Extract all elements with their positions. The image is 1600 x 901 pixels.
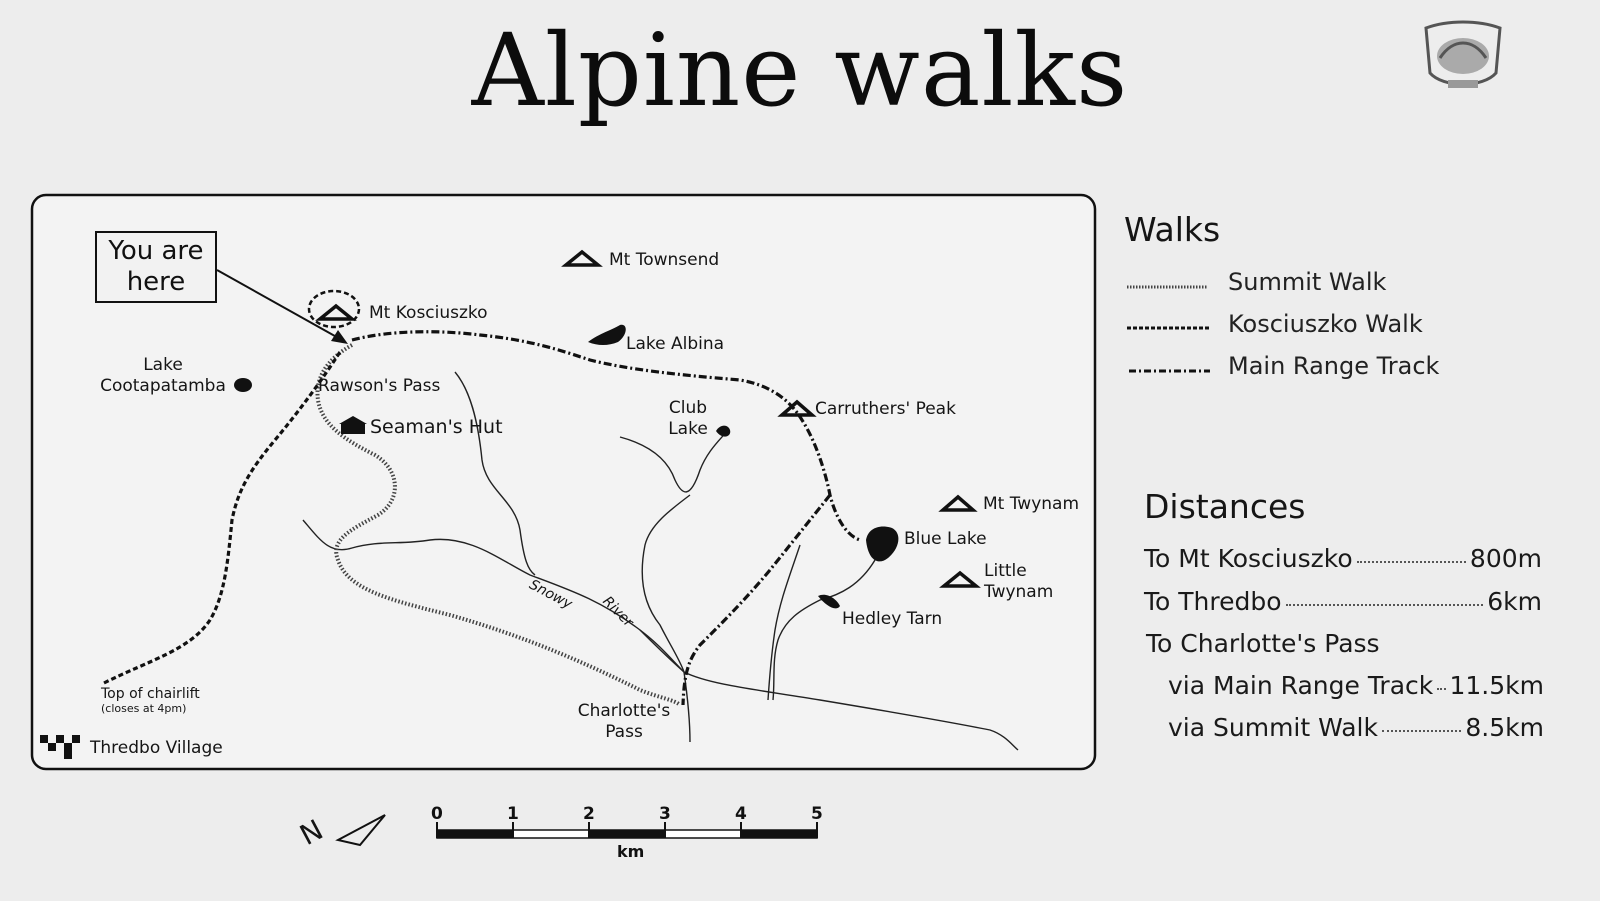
north-arrow-icon bbox=[338, 815, 385, 845]
scale-tick-3: 3 bbox=[659, 804, 671, 824]
lake-cootapatamba-shape bbox=[234, 378, 252, 392]
legend-heading: Walks bbox=[1124, 210, 1221, 249]
legend-item-kosciuszko-walk: Kosciuszko Walk bbox=[1228, 310, 1423, 338]
distance-label: To Mt Kosciuszko bbox=[1144, 544, 1353, 573]
label-little-twynam: Little Twynam bbox=[984, 561, 1054, 602]
distance-row-via-summit-walk bbox=[1168, 713, 1544, 742]
scale-tick-5: 5 bbox=[811, 804, 823, 824]
distance-value: 6km bbox=[1487, 587, 1542, 616]
sign-title: Alpine walks bbox=[471, 12, 1129, 129]
scale-tick-0: 0 bbox=[431, 804, 443, 824]
label-thredbo-village: Thredbo Village bbox=[90, 738, 223, 758]
label-lake-albina: Lake Albina bbox=[626, 334, 725, 354]
leader-dots bbox=[1286, 604, 1484, 606]
distance-value: 11.5km bbox=[1449, 671, 1544, 700]
distances-heading: Distances bbox=[1144, 487, 1306, 526]
legend-item-main-range-track: Main Range Track bbox=[1228, 352, 1440, 380]
distance-label: via Summit Walk bbox=[1168, 713, 1378, 742]
distance-value: 800m bbox=[1469, 544, 1542, 573]
legend-item-summit-walk: Summit Walk bbox=[1228, 268, 1387, 296]
distance-label: via Main Range Track bbox=[1168, 671, 1434, 700]
label-snowy-river-2: River bbox=[599, 593, 637, 631]
leader-dots bbox=[1357, 561, 1466, 563]
label-rawsons-pass: Rawson's Pass bbox=[318, 376, 441, 396]
label-charlottes-pass: Charlotte's Pass bbox=[577, 701, 671, 742]
label-carruthers-peak: Carruthers' Peak bbox=[815, 399, 956, 419]
label-blue-lake: Blue Lake bbox=[904, 529, 987, 549]
leader-dots bbox=[1382, 730, 1461, 732]
distance-row-via-main-range bbox=[1168, 671, 1544, 700]
scale-tick-2: 2 bbox=[583, 804, 595, 824]
distance-label: To Thredbo bbox=[1144, 587, 1282, 616]
label-mt-twynam: Mt Twynam bbox=[983, 494, 1080, 514]
label-snowy-river-1: Snowy bbox=[526, 576, 575, 613]
distance-value: 8.5km bbox=[1465, 713, 1544, 742]
you-are-here-box: You are here bbox=[95, 231, 217, 303]
distance-row-charlottes-pass bbox=[1146, 629, 1380, 658]
north-label: N bbox=[294, 813, 329, 852]
scale-tick-4: 4 bbox=[735, 804, 747, 824]
label-mt-townsend: Mt Townsend bbox=[609, 250, 720, 270]
label-lake-cootapatamba: Lake Cootapatamba bbox=[100, 355, 226, 396]
scale-tick-1: 1 bbox=[507, 804, 519, 824]
label-seamans-hut: Seaman's Hut bbox=[370, 416, 503, 438]
leader-dots bbox=[1437, 688, 1445, 690]
scale-bar bbox=[437, 822, 817, 838]
distance-label: To Charlotte's Pass bbox=[1146, 629, 1380, 658]
label-mt-kosciuszko: Mt Kosciuszko bbox=[369, 303, 488, 323]
distance-row-kosciuszko bbox=[1144, 544, 1542, 573]
label-hedley-tarn: Hedley Tarn bbox=[842, 609, 943, 629]
distance-row-thredbo bbox=[1144, 587, 1542, 616]
label-chairlift-note: (closes at 4pm) bbox=[101, 702, 187, 715]
label-top-of-chairlift: Top of chairlift bbox=[101, 686, 200, 702]
scale-unit: km bbox=[617, 842, 645, 861]
label-club-lake: Club Lake bbox=[668, 398, 708, 439]
